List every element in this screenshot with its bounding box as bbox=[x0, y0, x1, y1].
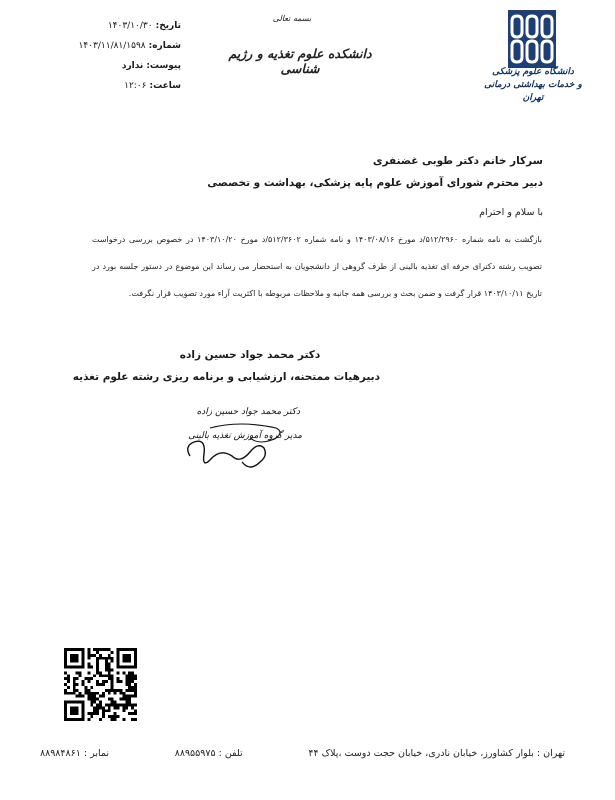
time-label: ساعت: bbox=[149, 81, 181, 91]
number-label: شماره: bbox=[148, 41, 181, 51]
body-paragraph: بازگشت به نامه شماره ۵۱۲/۲۹۶۰/د مورخ ۱۴۰۳/۰۸/۱۶ و نامه شماره ۵۱۲/۳۶۰۲/د مورخ ۱۴۰۳/۱۰/۲۰ در خصوص بررسی درخواست تصویب رشته دکترای حرفه ای تغذیه بالینی از طرف گروهی از دانشجویان به استحضار می رساند این موضوع در دستور جلسه بورد در تاریخ ۱۴۰۳/۱۰/۱۱ قرار گرفت و ضمن بحث و بررسی همه جانبه و ملاحظات مربوطه با اکثریت آراء مورد تصویب قرار نگرفت. bbox=[92, 235, 542, 298]
qr-code-icon bbox=[64, 648, 137, 721]
signer-name: دکتر محمد جواد حسین زاده bbox=[179, 349, 321, 361]
recipient-block bbox=[207, 150, 543, 194]
phone-value: ۸۸۹۵۵۹۷۵ bbox=[174, 748, 216, 759]
university-line-1: دانشگاه علوم پزشکی bbox=[492, 67, 574, 77]
basmala: بسمه تعالی bbox=[272, 14, 312, 23]
university-logo-icon bbox=[508, 10, 556, 68]
time-value: ۱۲:۰۶ bbox=[124, 81, 147, 91]
footer-address: تهران : بلوار کشاورز، خیابان نادری، خیابان حجت دوست ،پلاک ۴۴ bbox=[308, 748, 565, 759]
number-row bbox=[66, 36, 181, 56]
signer-block bbox=[72, 344, 380, 388]
handwritten-title: مدیر گروه آموزش تغذیه بالینی bbox=[188, 431, 302, 441]
attachment-row bbox=[66, 56, 181, 76]
date-value: ۱۴۰۳/۱۰/۳۰ bbox=[107, 21, 153, 31]
university-line-2: و خدمات بهداشتی درمانی تهران bbox=[484, 80, 582, 103]
date-row bbox=[66, 16, 181, 36]
signature-scribble bbox=[188, 441, 266, 467]
attachment-value: ندارد bbox=[121, 61, 144, 71]
fax-value: ۸۸۹۸۴۸۶۱ bbox=[40, 748, 81, 759]
faculty-name: دانشکده علوم تغذیه و رژیم شناسی bbox=[228, 46, 372, 76]
number-value: ۱۴۰۳/۱۱/۸۱/۱۵۹۸ bbox=[78, 41, 146, 51]
fax-label: نمابر : bbox=[83, 748, 109, 759]
footer-fax bbox=[40, 748, 109, 759]
footer bbox=[40, 748, 565, 759]
letter-meta bbox=[66, 16, 181, 96]
phone-label: تلفن : bbox=[218, 748, 243, 759]
university-name bbox=[478, 66, 588, 105]
greeting: با سلام و احترام bbox=[479, 207, 543, 218]
handwritten-signature bbox=[180, 398, 340, 478]
handwritten-name: دکتر محمد جواد حسین زاده bbox=[196, 407, 300, 417]
attachment-label: پیوست: bbox=[146, 61, 181, 71]
recipient-title: دبیر محترم شورای آموزش علوم پایه پزشکی، بهداشت و تخصصی bbox=[207, 177, 543, 189]
time-row bbox=[66, 76, 181, 96]
footer-phone bbox=[175, 748, 243, 759]
date-label: تاریخ: bbox=[155, 21, 181, 31]
signer-title: دبیرهیات ممتحنه، ارزشیابی و برنامه ریزی رشته علوم تغذیه bbox=[72, 371, 380, 383]
recipient-name: سرکار خانم دکتر طوبی غضنفری bbox=[372, 155, 543, 167]
